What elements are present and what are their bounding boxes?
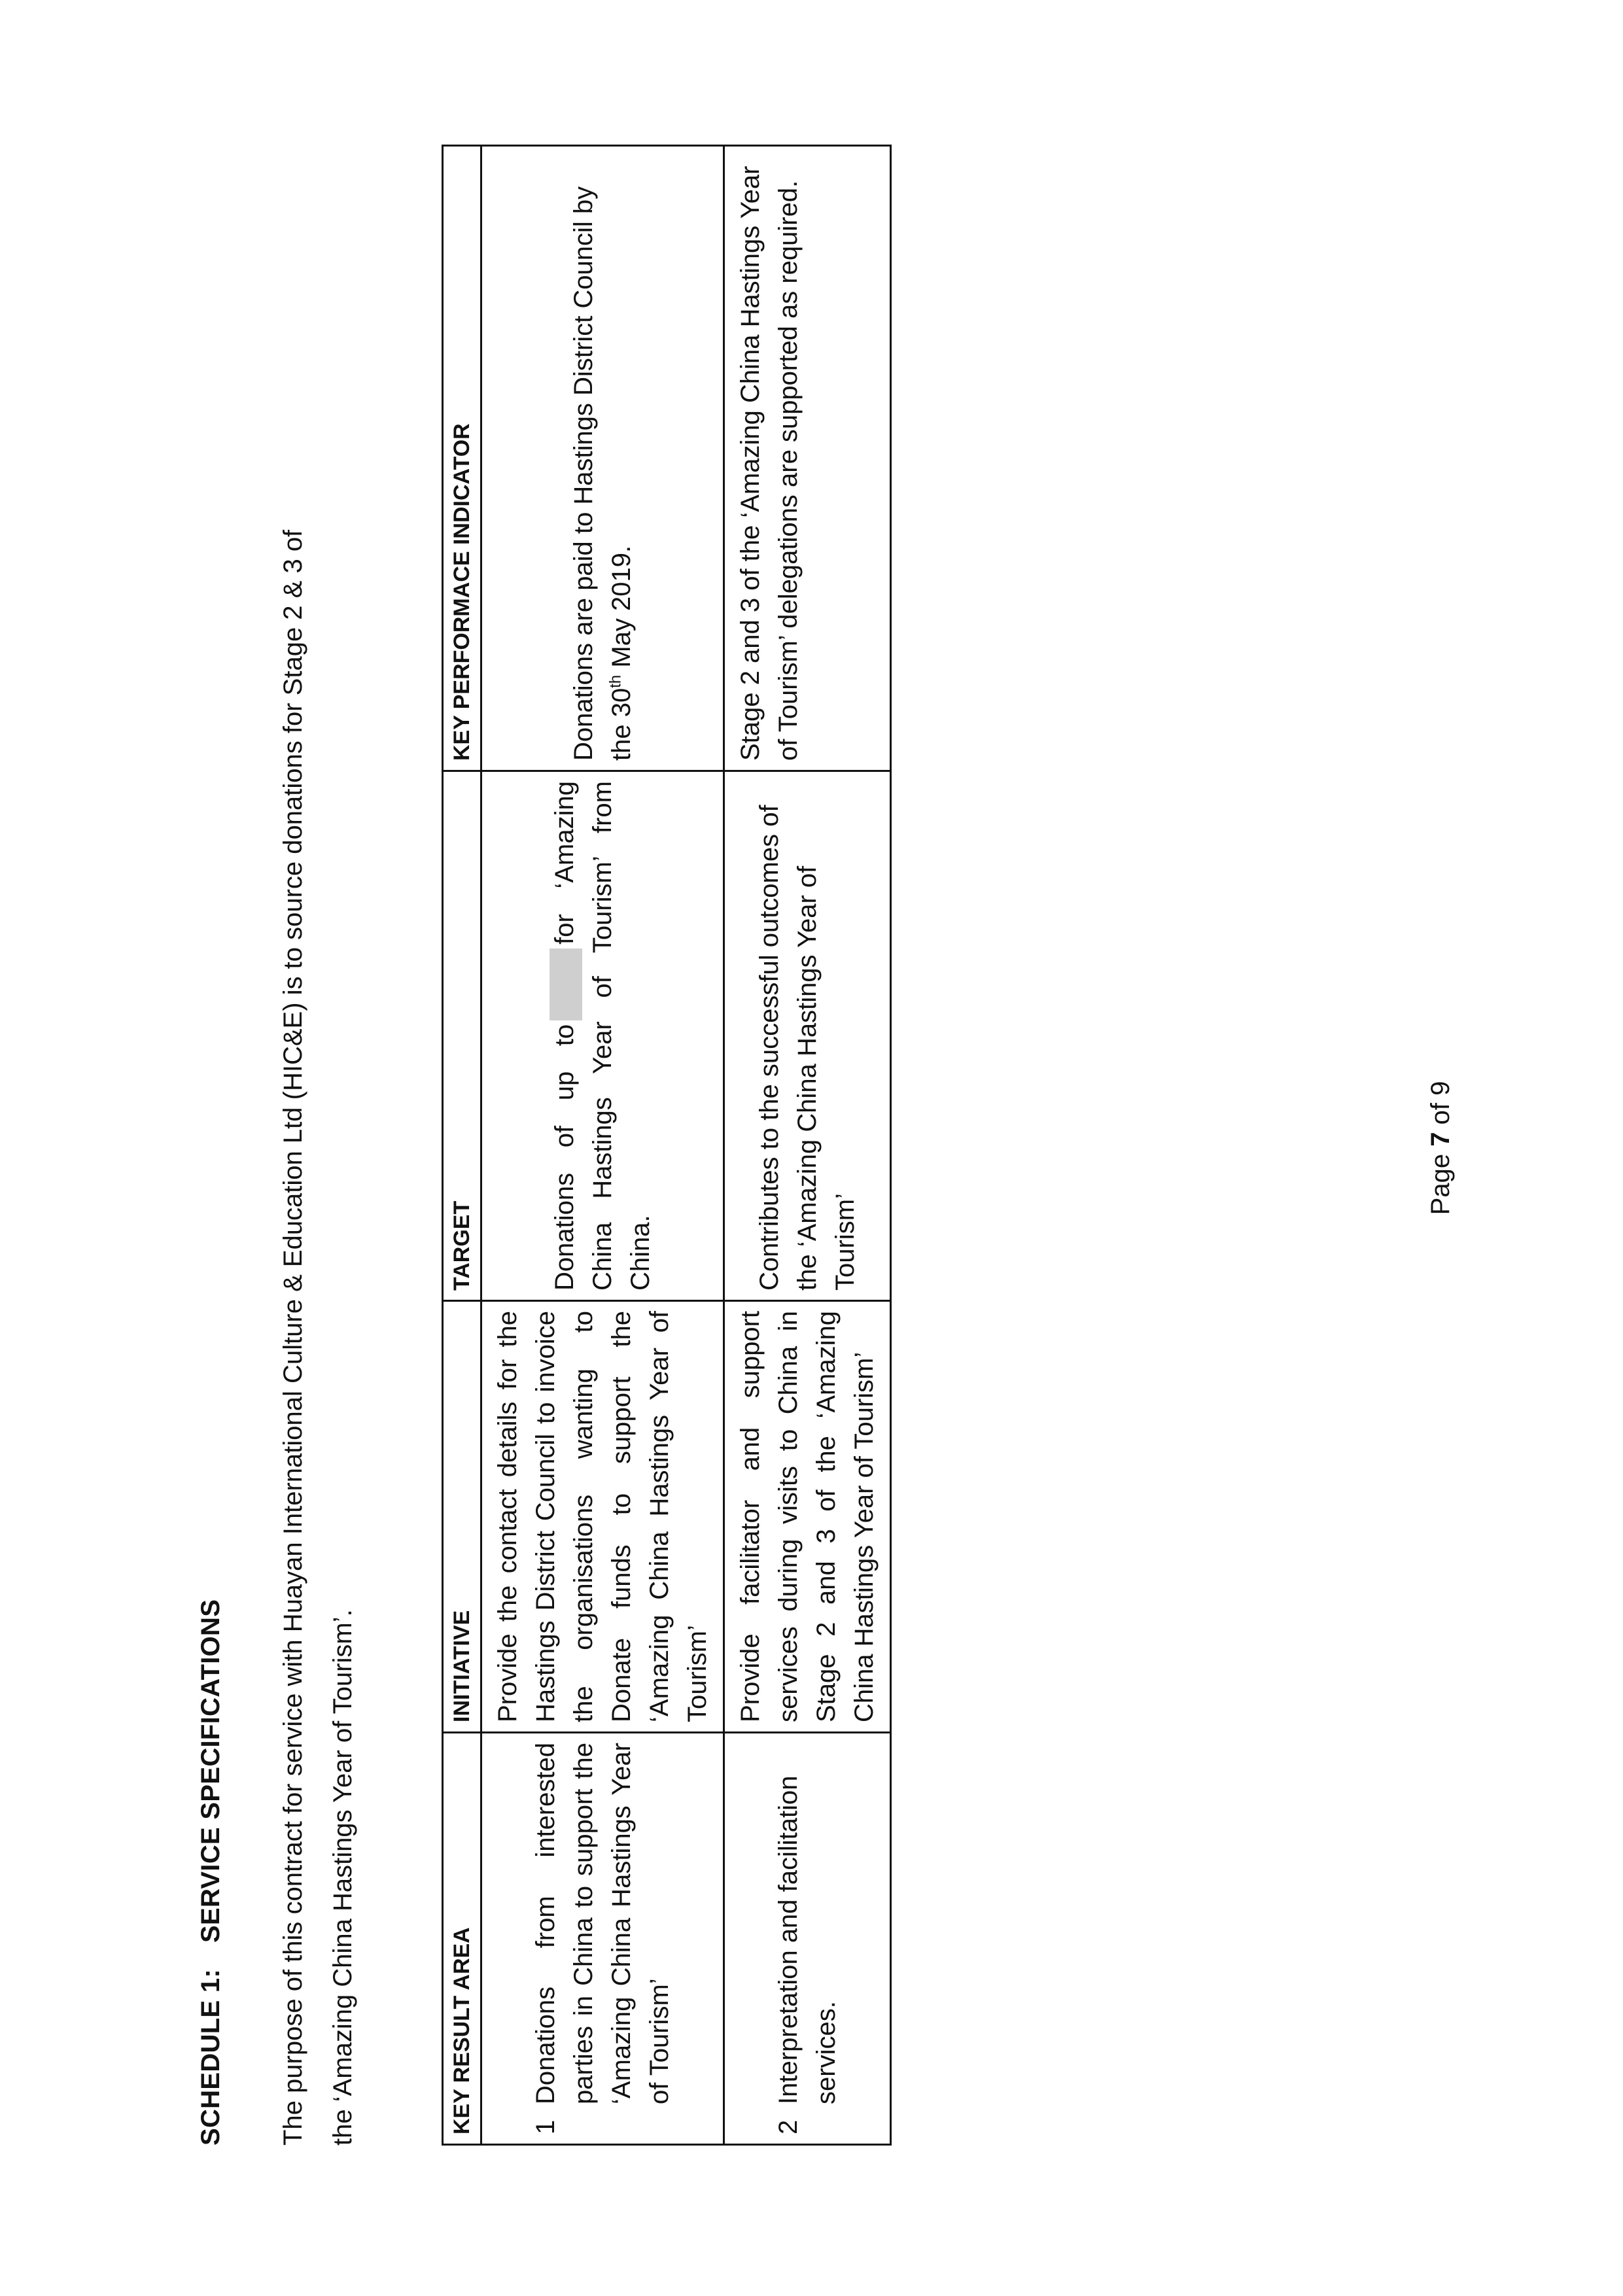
cell-target (481, 771, 724, 1301)
cell-initiative: Provide facilitator and support services during visits to China in Stage 2 and 3 of the ‘Amazing China Hastings Year of Tourism’ (724, 1301, 891, 1733)
cell-kpi: Stage 2 and 3 of the ‘Amazing China Hastings Year of Tourism’ delegations are supported as required. (724, 146, 891, 771)
schedule-heading (196, 1599, 226, 2146)
cell-initiative: Provide the contact details for the Hastings District Council to invoice the organisations wanting to Donate funds to support the ‘Amazing China Hastings Year of Tourism’ (481, 1301, 724, 1733)
header-key-result-area: KEY RESULT AREA (443, 1733, 481, 2145)
page-number: 7 (1426, 1132, 1455, 1147)
page-footer (1426, 0, 1456, 2296)
header-target: TARGET (443, 771, 481, 1301)
kpi-text-before: Donations are paid to Hastings District Council by the 30 (569, 186, 636, 761)
row-number: 1 (531, 2119, 560, 2134)
kra-text: Donations from interested parties in China to support the ‘Amazing China Hastings Year of Tourism’ (531, 1743, 674, 2104)
kpi-text-after: May 2019. (607, 545, 636, 675)
schedule-number: SCHEDULE 1: (196, 1969, 225, 2146)
kra-text: Interpretation and facilitation services. (774, 1775, 841, 2104)
table-row (481, 146, 724, 2145)
service-spec-table (442, 145, 892, 2146)
cell-kra (724, 1733, 891, 2145)
target-text-after: for ‘Amazing China Hastings Year of Tourism’ from China. (550, 781, 655, 1291)
intro-paragraph: The purpose of this contract for service with Huayan International Culture & Education Ltd (HIC&E) is to source donations for Stage 2 & 3 of the ‘Amazing China Hastings Year of Tourism’. (279, 529, 357, 2146)
cell-kra (481, 1733, 724, 2145)
header-initiative: INITIATIVE (443, 1301, 481, 1733)
page-total: 9 (1426, 1081, 1455, 1096)
header-kpi: KEY PERFORMACE INDICATOR (443, 146, 481, 771)
table-header-row (443, 146, 481, 2145)
table-row (724, 146, 891, 2145)
schedule-title: SERVICE SPECIFICATIONS (196, 1599, 225, 1943)
cell-kpi (481, 146, 724, 771)
redacted-amount (550, 948, 582, 1020)
row-number: 2 (774, 2119, 803, 2134)
of-label: of (1426, 1103, 1455, 1125)
target-text-before: Donations of up to (550, 1024, 579, 1291)
page-label: Page (1426, 1153, 1455, 1215)
kpi-ordinal: th (606, 674, 625, 688)
cell-target: Contributes to the successful outcomes of the ‘Amazing China Hastings Year of Tourism’ (724, 771, 891, 1301)
